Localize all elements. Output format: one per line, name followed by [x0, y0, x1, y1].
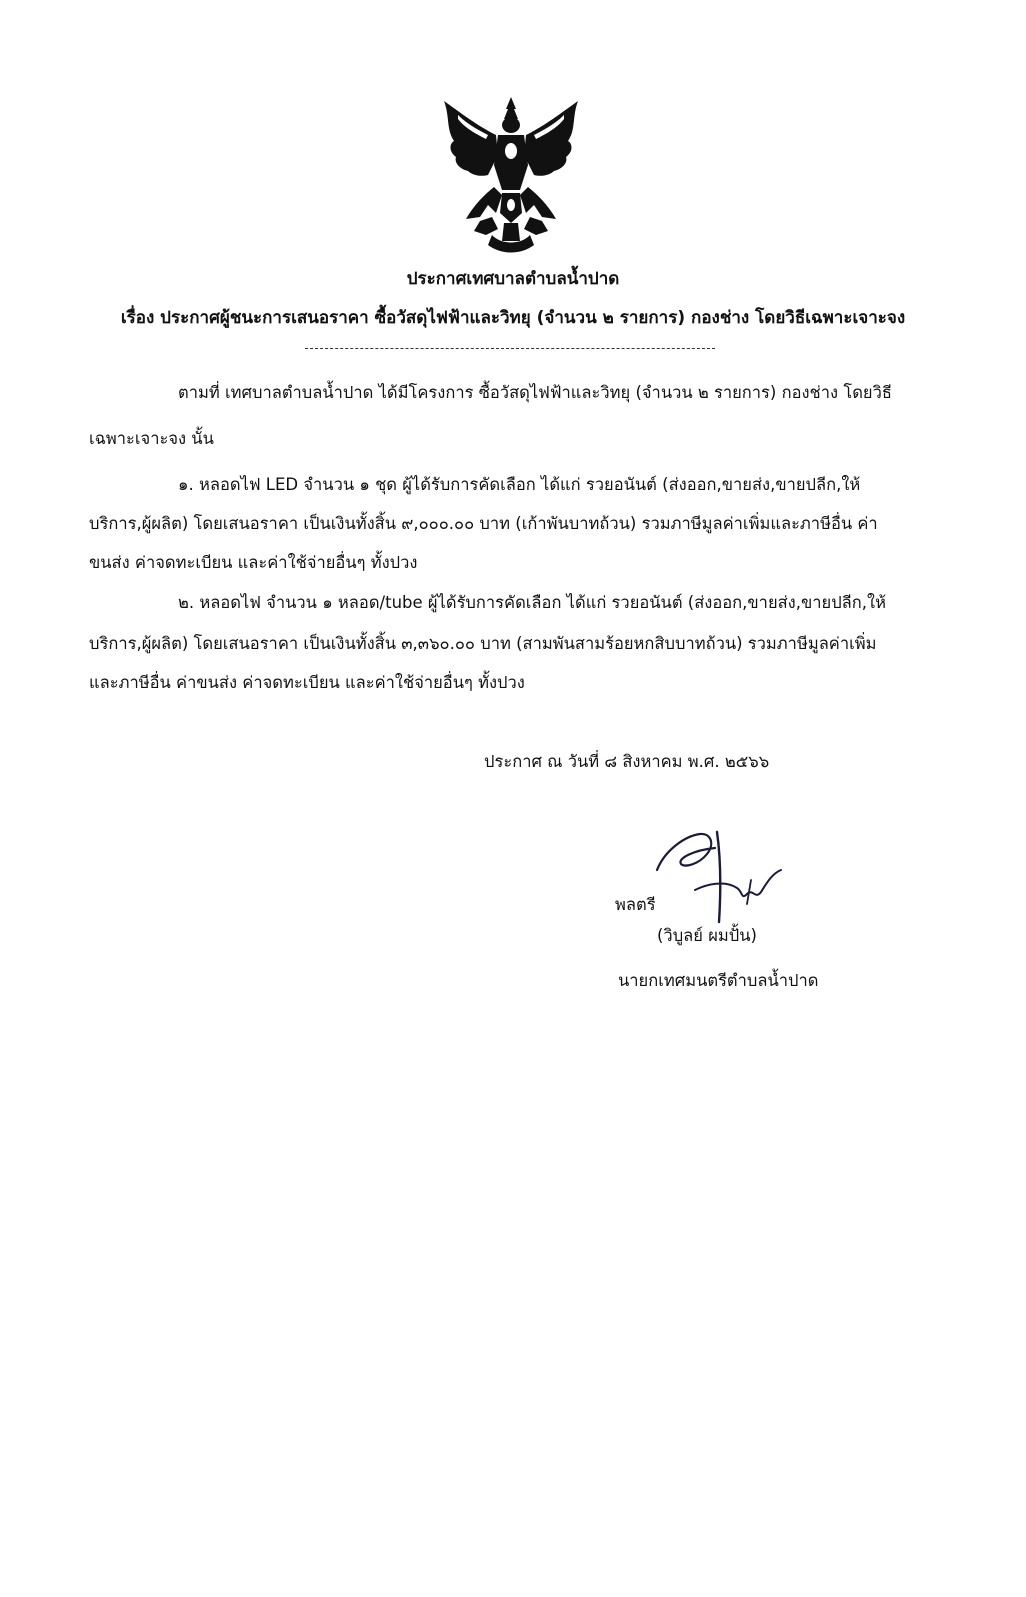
signer-rank: พลตรี	[615, 895, 656, 914]
handwritten-signature	[655, 830, 785, 925]
signer-name: (วิบูลย์ ผมปั้น)	[657, 926, 757, 945]
garuda-emblem-icon	[436, 95, 586, 255]
item-1-line-1: ๑. หลอดไฟ LED จำนวน ๑ ชุด ผู้ได้รับการคัดเลือก ได้แก่ รวยอนันต์ (ส่งออก,ขายส่ง,ขายปลีก,ให้	[178, 475, 861, 494]
item-1-line-2: บริการ,ผู้ผลิต) โดยเสนอราคา เป็นเงินทั้งสิ้น ๙,๐๐๐.๐๐ บาท (เก้าพันบาทถ้วน) รวมภาษีมูลค่าเพิ่มและภาษีอื่น ค่า	[89, 514, 878, 533]
divider	[305, 348, 715, 349]
page-title: ประกาศเทศบาลตำบลน้ำปาด	[406, 269, 620, 289]
item-1-line-3: ขนส่ง ค่าจดทะเบียน และค่าใช้จ่ายอื่นๆ ทั้งปวง	[89, 553, 418, 572]
signature-block	[615, 830, 815, 930]
item-2-line-1: ๒. หลอดไฟ จำนวน ๑ หลอด/tube ผู้ได้รับการคัดเลือก ได้แก่ รวยอนันต์ (ส่งออก,ขายส่ง,ขายปลีก,ให้	[178, 593, 886, 612]
signer-position: นายกเทศมนตรีตำบลน้ำปาด	[618, 971, 819, 990]
intro-line-2: เฉพาะเจาะจง นั้น	[89, 429, 214, 448]
item-2-line-3: และภาษีอื่น ค่าขนส่ง ค่าจดทะเบียน และค่าใช้จ่ายอื่นๆ ทั้งปวง	[89, 673, 525, 692]
item-2-line-2: บริการ,ผู้ผลิต) โดยเสนอราคา เป็นเงินทั้งสิ้น ๓,๓๖๐.๐๐ บาท (สามพันสามร้อยหกสิบบาทถ้วน) รวมภาษีมูลค่าเพิ่ม	[89, 634, 877, 653]
subject-line: เรื่อง ประกาศผู้ชนะการเสนอราคา ซื้อวัสดุไฟฟ้าและวิทยุ (จำนวน ๒ รายการ) กองช่าง โดยวิธีเฉพาะเจาะจง	[120, 308, 906, 328]
announce-date: ประกาศ ณ วันที่ ๘ สิงหาคม พ.ศ. ๒๕๖๖	[484, 752, 770, 771]
intro-line-1: ตามที่ เทศบาลตำบลน้ำปาด ได้มีโครงการ ซื้อวัสดุไฟฟ้าและวิทยุ (จำนวน ๒ รายการ) กองช่าง โดยวิธี	[178, 383, 892, 402]
